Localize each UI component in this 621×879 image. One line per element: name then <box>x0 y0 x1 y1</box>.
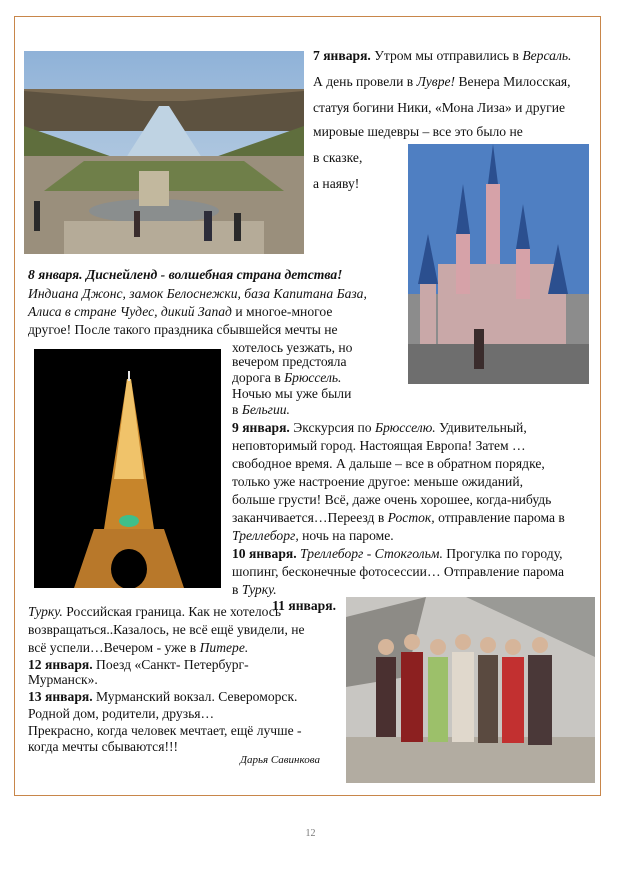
jan9-line1: 9 января. Экскурсия по Брюсселю. Удивительный, <box>232 420 527 435</box>
jan11-date: 11 января. <box>272 598 336 613</box>
jan8-line7: Ночью мы уже были <box>232 386 352 401</box>
jan7-line6: а наяву! <box>313 176 360 191</box>
page-number: 12 <box>305 828 316 839</box>
jan12-line1: 12 января. Поезд «Санкт- Петербург- <box>28 657 249 672</box>
jan9-line5: больше грусти! Всё, даже очень хорошее, когда-нибудь <box>232 492 552 507</box>
jan9-line7: Треллеборг, ночь на пароме. <box>232 528 394 543</box>
author-signature: Дарья Савинкова <box>240 754 320 766</box>
jan10-line3: в Турку. <box>232 582 277 597</box>
jan7-line1: 7 января. Утром мы отправились в Версаль. <box>313 48 572 63</box>
jan13-line3: Прекрасно, когда человек мечтает, ещё лучше - <box>28 723 302 738</box>
jan7-line5: в сказке, <box>313 150 363 165</box>
jan8-line4: хотелось уезжать, но <box>232 340 353 355</box>
jan10-line1: 10 января. Треллеборг - Стокгольм. Прогулка по городу, <box>232 546 563 561</box>
jan12-line2: Мурманск». <box>28 672 98 687</box>
jan8-line3: другое! После такого праздника сбывшейся мечты не <box>28 322 338 337</box>
jan9-line4: только уже настроение другое: меньше ожиданий, <box>232 474 524 489</box>
eiffel-tower-photo <box>34 349 221 588</box>
jan7-line2: А день провели в Лувре! Венера Милосская, <box>313 74 571 89</box>
jan7-line4: мировые шедевры – все это было не <box>313 124 523 139</box>
jan13-line4: когда мечты сбываются!!! <box>28 739 179 754</box>
jan9-line2: неповторимый город. Настоящая Европа! Затем … <box>232 438 526 453</box>
jan8-line2: Алиса в стране Чудес, дикий Запад и многое-многое <box>28 304 333 319</box>
jan9-line6: заканчивается…Переезд в Росток, отправление парома в <box>232 510 565 525</box>
jan8-line6: дорога в Брюссель. <box>232 370 342 385</box>
jan9-line3: свободное время. А дальше – все в обратном порядке, <box>232 456 545 471</box>
disney-castle-photo <box>408 144 589 384</box>
jan13-line2: Родной дом, родители, друзья… <box>28 706 215 721</box>
jan7-line3: статуя богини Ники, «Мона Лиза» и другие <box>313 100 566 115</box>
jan8-line1: Индиана Джонс, замок Белоснежки, база Капитана База, <box>28 286 367 301</box>
jan11-line2: возвращаться..Казалось, не всё ещё увидели, не <box>28 622 305 637</box>
jan11-line1: Турку. Российская граница. Как не хотелось <box>28 604 282 619</box>
jan10-line2: шопинг, бесконечные фотосессии… Отправление парома <box>232 564 565 579</box>
jan8-line8: в Бельгии. <box>232 402 290 417</box>
jan8-heading: 8 января. Диснейленд - волшебная страна детства! <box>28 267 343 282</box>
jan13-line1: 13 января. Мурманский вокзал. Североморск. <box>28 689 298 704</box>
jan11-line3: всё успели…Вечером - уже в Питере. <box>28 640 249 655</box>
group-photo-louvre <box>346 597 595 783</box>
versailles-photo <box>24 51 304 254</box>
jan8-line5: вечером предстояла <box>232 354 347 369</box>
